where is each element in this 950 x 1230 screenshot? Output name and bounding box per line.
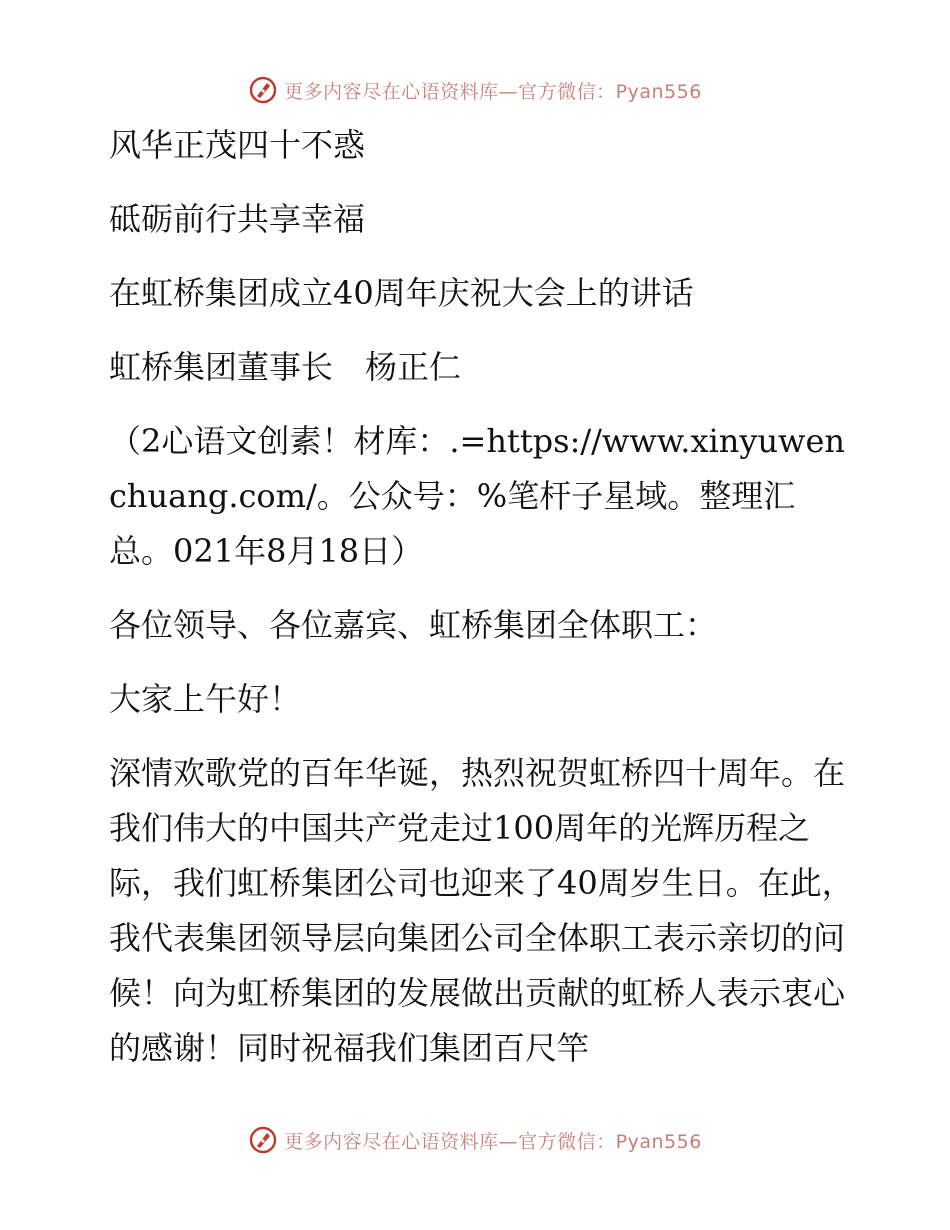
body-paragraph: 深情欢歌党的百年华诞，热烈祝贺虹桥四十周年。在我们伟大的中国共产党走过100周年的光辉历程之际，我们虹桥集团公司也迎来了40周岁生日。在此，我代表集团领导层向集团公司全体职工表示亲切的问候！向为虹桥集团的发展做出贡献的虹桥人表示衷心的感谢！同时祝福我们集团百尺竿 [109, 754, 854, 1067]
title-line-1: 风华正茂四十不惑 [109, 126, 366, 164]
salutation: 各位领导、各位嘉宾、虹桥集团全体职工： [109, 606, 718, 644]
author-line: 虹桥集团董事长 杨正仁 [109, 348, 462, 386]
title-line-2: 砥砺前行共享幸福 [109, 200, 366, 238]
watermark-text: 更多内容尽在心语资料库—官方微信：Pyan556 [284, 1130, 702, 1153]
footer-watermark [0, 1120, 950, 1160]
header-watermark [0, 70, 950, 110]
source-note: （2心语文创素！材库：.=https://www.xinyuwenchuang.com/。公众号：%笔杆子星域。整理汇总。021年8月18日） [109, 422, 845, 570]
pen-nib-circle-icon [248, 75, 278, 105]
pen-nib-circle-icon [248, 1125, 278, 1155]
document-body [97, 118, 857, 1095]
speech-subtitle: 在虹桥集团成立40周年庆祝大会上的讲话 [109, 274, 694, 312]
watermark-text: 更多内容尽在心语资料库—官方微信：Pyan556 [284, 80, 702, 103]
greeting: 大家上午好！ [109, 680, 302, 718]
